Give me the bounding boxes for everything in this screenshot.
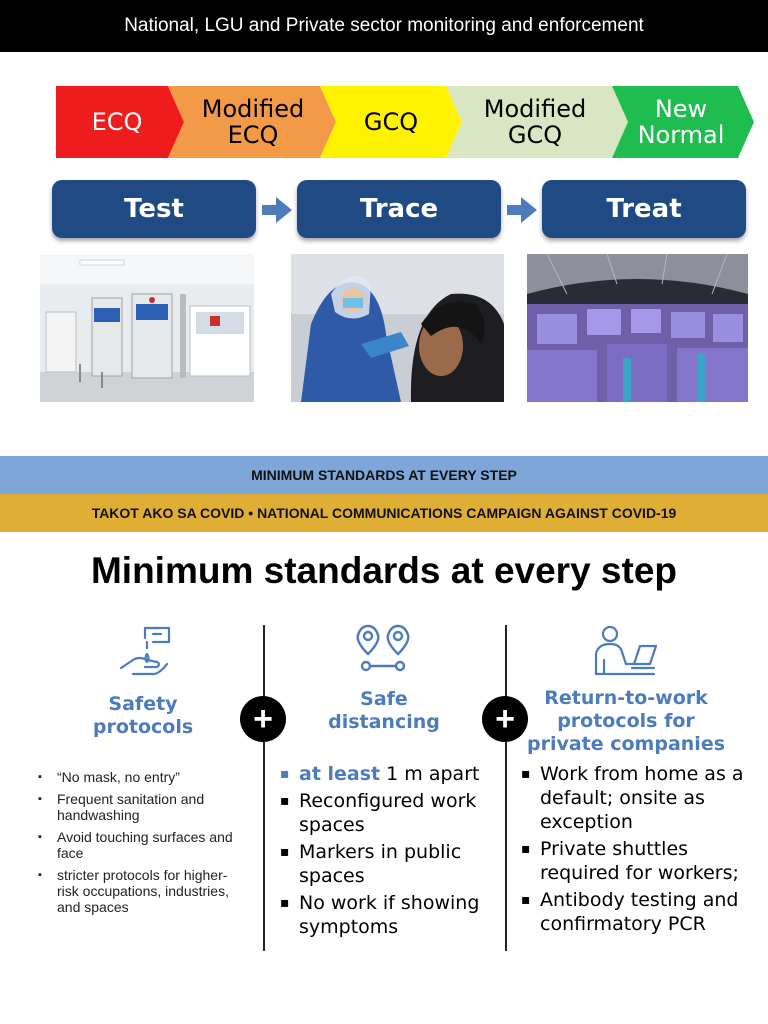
header-title: National, LGU and Private sector monitoring and enforcement: [124, 15, 644, 36]
step-test-label: Test: [124, 194, 184, 224]
plus-icon: +: [482, 696, 528, 742]
step-treat: [542, 180, 746, 238]
safety-protocols-list: [38, 769, 234, 921]
step-treat-label: Treat: [606, 194, 682, 224]
step-trace-label: Trace: [359, 194, 439, 224]
return-to-work-list: [521, 762, 745, 939]
campaign-band: [0, 494, 768, 532]
list-item-rest: 1 m apart: [380, 763, 480, 785]
list-item: ▪ Markers in public spaces: [280, 840, 498, 888]
column-divider: [505, 625, 507, 951]
arrow-right-icon: [262, 197, 292, 223]
list-item: ▪ Frequent sanitation and handwashing: [38, 791, 234, 823]
phase-modified-ecq-label: Modified ECQ: [201, 95, 305, 149]
list-item-at-least: [280, 762, 498, 786]
list-item: ▪ No work if showing symptoms: [280, 891, 498, 939]
step-test: [52, 180, 256, 238]
highlight-text: at least: [299, 763, 381, 785]
phase-modified-gcq: [454, 86, 616, 158]
hand-sanitizer-icon: [117, 620, 175, 678]
campaign-band-text: TAKOT AKO SA COVID • NATIONAL COMMUNICATIONS CAMPAIGN AGAINST COVID-19: [91, 505, 677, 521]
phase-new-normal-label: New Normal: [637, 95, 725, 149]
remote-worker-icon: [592, 624, 658, 678]
quarantine-phases: [56, 86, 754, 158]
safe-distancing-list: [280, 762, 498, 942]
phase-new-normal: [616, 86, 746, 158]
list-item: ▪ stricter protocols for higher-risk occupations, industries, and spaces: [38, 867, 234, 915]
phase-modified-gcq-label: Modified GCQ: [483, 95, 587, 149]
list-item: ▪ Reconfigured work spaces: [280, 789, 498, 837]
list-item: ▪ Antibody testing and confirmatory PCR: [521, 888, 745, 936]
phase-gcq: [328, 86, 454, 158]
phase-ecq: [56, 86, 178, 158]
plus-icon: +: [240, 696, 286, 742]
location-pins-icon: [352, 624, 414, 674]
safety-protocols-title: Safety protocols: [92, 693, 194, 738]
list-item: ▪ “No mask, no entry”: [38, 769, 234, 785]
section-title: Minimum standards at every step: [90, 550, 678, 591]
phase-modified-ecq: [178, 86, 328, 158]
laboratory-photo: [40, 254, 254, 402]
contact-tracing-swab-photo: [291, 254, 504, 402]
return-to-work-title: Return-to-work protocols for private companies: [526, 687, 726, 755]
minimum-standards-band: [0, 456, 768, 494]
list-item: ▪ Work from home as a default; onsite as exception: [521, 762, 745, 834]
column-divider: [263, 625, 265, 951]
phase-ecq-label: ECQ: [91, 108, 143, 136]
arrow-right-icon: [507, 197, 537, 223]
phase-gcq-label: GCQ: [363, 108, 419, 136]
safe-distancing-title: Safe distancing: [328, 688, 440, 733]
minimum-standards-band-text: MINIMUM STANDARDS AT EVERY STEP: [251, 467, 517, 483]
header-bar: [0, 0, 768, 52]
list-item: ▪ Avoid touching surfaces and face: [38, 829, 234, 861]
isolation-facility-photo: [527, 254, 748, 402]
list-item: ▪ Private shuttles required for workers;: [521, 837, 745, 885]
step-trace: [297, 180, 501, 238]
